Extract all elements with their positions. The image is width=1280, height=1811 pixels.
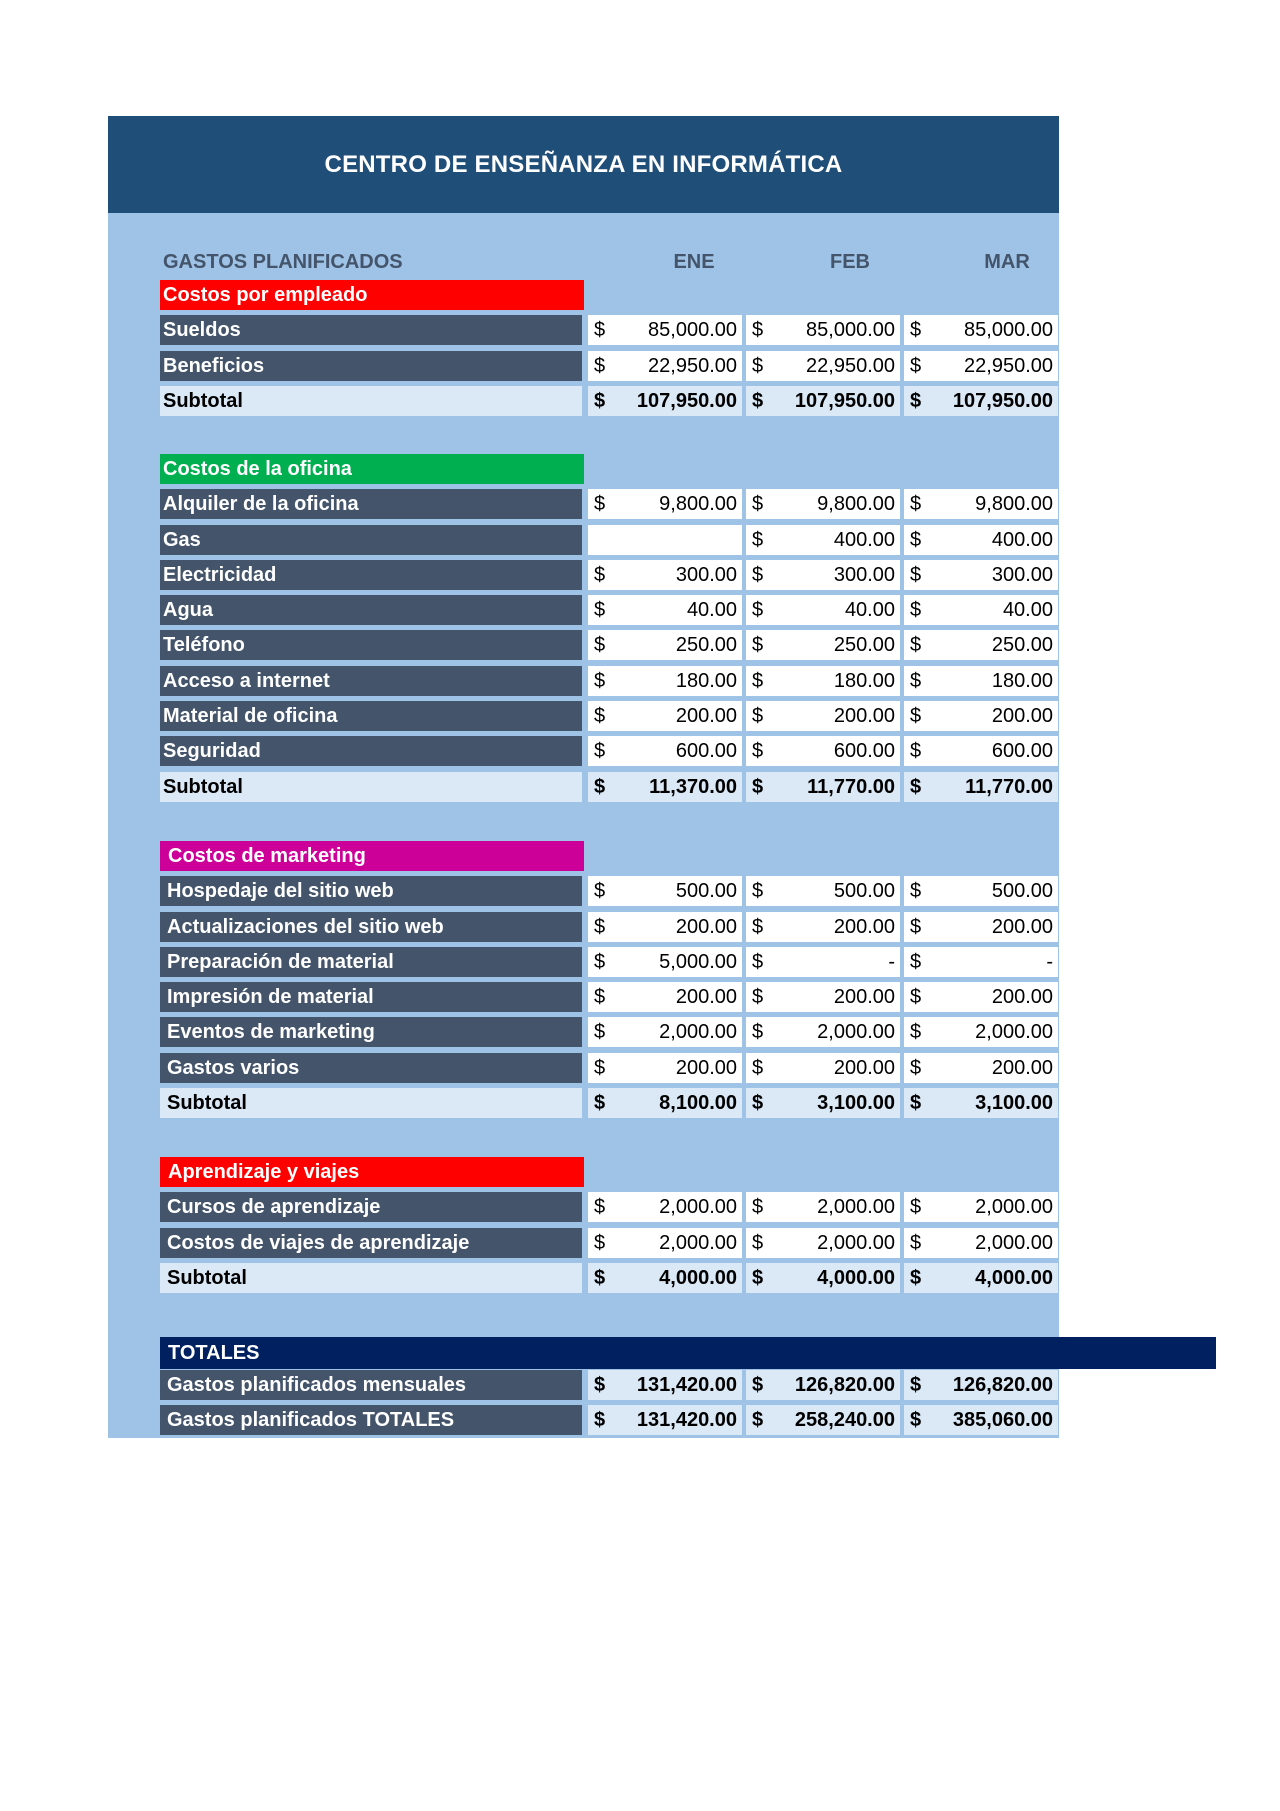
section-header[interactable]: Costos de la oficina (160, 454, 584, 484)
amount-value: 85,000.00 (964, 319, 1053, 341)
currency-symbol: $ (594, 951, 606, 973)
expense-mar-cell[interactable] (904, 876, 1058, 906)
sheet-title: CENTRO DE ENSEÑANZA EN INFORMÁTICA (108, 116, 1059, 213)
amount-value: 131,420.00 (636, 1409, 737, 1431)
expense-mar-cell[interactable] (904, 489, 1058, 519)
expense-mar-cell[interactable] (904, 1192, 1058, 1222)
currency-symbol: $ (752, 1196, 764, 1218)
amount-value: 500.00 (833, 880, 895, 902)
expense-ene-cell[interactable] (588, 525, 742, 555)
expense-mar-cell[interactable] (904, 912, 1058, 942)
month-header-mar: MAR (984, 251, 1030, 273)
amount-value: 2,000.00 (975, 1232, 1053, 1254)
subtotal-label[interactable]: Subtotal (160, 1263, 582, 1293)
expense-feb-cell[interactable] (746, 525, 900, 555)
subtotal-label[interactable]: Subtotal (160, 772, 582, 802)
total-label[interactable]: Gastos planificados TOTALES (160, 1405, 582, 1435)
expense-label[interactable]: Electricidad (160, 560, 582, 590)
amount-value: 85,000.00 (806, 319, 895, 341)
expense-feb-cell[interactable] (746, 736, 900, 766)
currency-symbol: $ (910, 355, 922, 377)
currency-symbol: $ (752, 916, 764, 938)
expense-feb-cell[interactable] (746, 489, 900, 519)
amount-value: 2,000.00 (975, 1021, 1053, 1043)
currency-symbol: $ (594, 880, 606, 902)
expense-ene-cell[interactable] (588, 1053, 742, 1083)
amount-value: - (1046, 951, 1053, 973)
expense-mar-cell[interactable] (904, 1228, 1058, 1258)
currency-symbol: $ (752, 599, 764, 621)
amount-value: 180.00 (991, 670, 1053, 692)
currency-symbol: $ (594, 1374, 606, 1396)
currency-symbol: $ (594, 1057, 606, 1079)
amount-value: 4,000.00 (817, 1267, 895, 1289)
subtotal-ene-cell[interactable] (588, 772, 742, 802)
currency-symbol: $ (594, 986, 606, 1008)
amount-value: 11,370.00 (649, 776, 737, 798)
planned-expenses-header: GASTOS PLANIFICADOS (163, 251, 403, 273)
amount-value: 9,800.00 (659, 493, 737, 515)
amount-value: 200.00 (991, 916, 1053, 938)
currency-symbol: $ (594, 1232, 606, 1254)
amount-value: 258,240.00 (794, 1409, 895, 1431)
currency-symbol: $ (752, 705, 764, 727)
expense-ene-cell[interactable] (588, 1017, 742, 1047)
amount-value: 2,000.00 (817, 1232, 895, 1254)
expense-mar-cell[interactable] (904, 1017, 1058, 1047)
expense-mar-cell[interactable] (904, 947, 1058, 977)
amount-value: 22,950.00 (964, 355, 1053, 377)
currency-symbol: $ (752, 564, 764, 586)
currency-symbol: $ (910, 670, 922, 692)
month-header-feb: FEB (830, 251, 870, 273)
amount-value: 300.00 (833, 564, 895, 586)
expense-ene-cell[interactable] (588, 666, 742, 696)
amount-value: 131,420.00 (636, 1374, 737, 1396)
currency-symbol: $ (910, 916, 922, 938)
total-mar-cell[interactable] (904, 1370, 1058, 1400)
amount-value: 126,820.00 (794, 1374, 895, 1396)
expense-ene-cell[interactable] (588, 701, 742, 731)
expense-mar-cell[interactable] (904, 630, 1058, 660)
amount-value: 4,000.00 (659, 1267, 737, 1289)
currency-symbol: $ (910, 529, 922, 551)
amount-value: 250.00 (833, 634, 895, 656)
currency-symbol: $ (752, 634, 764, 656)
amount-value: 200.00 (675, 916, 737, 938)
expense-ene-cell[interactable] (588, 736, 742, 766)
amount-value: 200.00 (833, 986, 895, 1008)
currency-symbol: $ (594, 355, 606, 377)
subtotal-feb-cell[interactable] (746, 1263, 900, 1293)
expense-feb-cell[interactable] (746, 1053, 900, 1083)
amount-value: 2,000.00 (975, 1196, 1053, 1218)
expense-ene-cell[interactable] (588, 876, 742, 906)
expense-feb-cell[interactable] (746, 595, 900, 625)
total-feb-cell[interactable] (746, 1370, 900, 1400)
amount-value: 200.00 (675, 705, 737, 727)
section-header[interactable]: Costos de marketing (160, 841, 584, 871)
expense-label[interactable]: Actualizaciones del sitio web (160, 912, 582, 942)
expense-mar-cell[interactable] (904, 595, 1058, 625)
expense-mar-cell[interactable] (904, 560, 1058, 590)
currency-symbol: $ (752, 319, 764, 341)
expense-label[interactable]: Eventos de marketing (160, 1017, 582, 1047)
amount-value: 300.00 (675, 564, 737, 586)
amount-value: 200.00 (991, 986, 1053, 1008)
currency-symbol: $ (594, 705, 606, 727)
amount-value: 40.00 (686, 599, 737, 621)
currency-symbol: $ (752, 1232, 764, 1254)
currency-symbol: $ (752, 1021, 764, 1043)
expense-ene-cell[interactable] (588, 351, 742, 381)
expense-ene-cell[interactable] (588, 912, 742, 942)
amount-value: 2,000.00 (659, 1196, 737, 1218)
subtotal-feb-cell[interactable] (746, 1088, 900, 1118)
expense-label[interactable]: Cursos de aprendizaje (160, 1192, 582, 1222)
currency-symbol: $ (910, 880, 922, 902)
currency-symbol: $ (752, 740, 764, 762)
amount-value: 3,100.00 (975, 1092, 1053, 1114)
amount-value: 107,950.00 (952, 390, 1053, 412)
currency-symbol: $ (910, 599, 922, 621)
section-header[interactable]: Aprendizaje y viajes (160, 1157, 584, 1187)
total-ene-cell[interactable] (588, 1370, 742, 1400)
expense-feb-cell[interactable] (746, 1228, 900, 1258)
expense-feb-cell[interactable] (746, 560, 900, 590)
amount-value: 200.00 (833, 705, 895, 727)
expense-label[interactable]: Gastos varios (160, 1053, 582, 1083)
expense-mar-cell[interactable] (904, 525, 1058, 555)
subtotal-feb-cell[interactable] (746, 772, 900, 802)
currency-symbol: $ (752, 390, 764, 412)
expense-feb-cell[interactable] (746, 351, 900, 381)
currency-symbol: $ (752, 1057, 764, 1079)
amount-value: 180.00 (675, 670, 737, 692)
amount-value: 22,950.00 (648, 355, 737, 377)
expense-ene-cell[interactable] (588, 560, 742, 590)
currency-symbol: $ (594, 740, 606, 762)
amount-value: 2,000.00 (817, 1196, 895, 1218)
amount-value: 3,100.00 (817, 1092, 895, 1114)
currency-symbol: $ (752, 1092, 764, 1114)
subtotal-label[interactable]: Subtotal (160, 386, 582, 416)
currency-symbol: $ (910, 634, 922, 656)
total-ene-cell[interactable] (588, 1405, 742, 1435)
expense-mar-cell[interactable] (904, 351, 1058, 381)
expense-mar-cell[interactable] (904, 982, 1058, 1012)
amount-value: 126,820.00 (952, 1374, 1053, 1396)
currency-symbol: $ (594, 670, 606, 692)
amount-value: 2,000.00 (817, 1021, 895, 1043)
amount-value: 107,950.00 (794, 390, 895, 412)
expense-ene-cell[interactable] (588, 489, 742, 519)
currency-symbol: $ (594, 599, 606, 621)
currency-symbol: $ (594, 319, 606, 341)
expense-label[interactable]: Acceso a internet (160, 666, 582, 696)
amount-value: 200.00 (675, 986, 737, 1008)
amount-value: 600.00 (675, 740, 737, 762)
total-label[interactable]: Gastos planificados mensuales (160, 1370, 582, 1400)
expense-feb-cell[interactable] (746, 315, 900, 345)
currency-symbol: $ (910, 740, 922, 762)
expense-feb-cell[interactable] (746, 876, 900, 906)
currency-symbol: $ (594, 1092, 606, 1114)
currency-symbol: $ (910, 1021, 922, 1043)
expense-feb-cell[interactable] (746, 912, 900, 942)
amount-value: 600.00 (991, 740, 1053, 762)
expense-feb-cell[interactable] (746, 1192, 900, 1222)
expense-label[interactable]: Gas (160, 525, 582, 555)
expense-label[interactable]: Alquiler de la oficina (160, 489, 582, 519)
currency-symbol: $ (910, 493, 922, 515)
currency-symbol: $ (910, 1232, 922, 1254)
expense-label[interactable]: Teléfono (160, 630, 582, 660)
currency-symbol: $ (910, 1092, 922, 1114)
currency-symbol: $ (752, 880, 764, 902)
currency-symbol: $ (594, 1196, 606, 1218)
expense-feb-cell[interactable] (746, 701, 900, 731)
expense-feb-cell[interactable] (746, 982, 900, 1012)
currency-symbol: $ (594, 1409, 606, 1431)
amount-value: 9,800.00 (817, 493, 895, 515)
currency-symbol: $ (594, 1267, 606, 1289)
expense-feb-cell[interactable] (746, 630, 900, 660)
section-header[interactable]: Costos por empleado (160, 280, 584, 310)
amount-value: 4,000.00 (975, 1267, 1053, 1289)
currency-symbol: $ (910, 1057, 922, 1079)
amount-value: 600.00 (833, 740, 895, 762)
amount-value: 5,000.00 (659, 951, 737, 973)
amount-value: 300.00 (991, 564, 1053, 586)
subtotal-mar-cell[interactable] (904, 1263, 1058, 1293)
subtotal-feb-cell[interactable] (746, 386, 900, 416)
expense-mar-cell[interactable] (904, 736, 1058, 766)
currency-symbol: $ (594, 776, 606, 798)
expense-label[interactable]: Preparación de material (160, 947, 582, 977)
expense-feb-cell[interactable] (746, 1017, 900, 1047)
currency-symbol: $ (752, 355, 764, 377)
currency-symbol: $ (910, 776, 922, 798)
total-feb-cell[interactable] (746, 1405, 900, 1435)
expense-ene-cell[interactable] (588, 630, 742, 660)
amount-value: 400.00 (833, 529, 895, 551)
amount-value: 500.00 (991, 880, 1053, 902)
currency-symbol: $ (910, 986, 922, 1008)
currency-symbol: $ (910, 1374, 922, 1396)
expense-feb-cell[interactable] (746, 947, 900, 977)
currency-symbol: $ (752, 776, 764, 798)
currency-symbol: $ (752, 951, 764, 973)
currency-symbol: $ (752, 670, 764, 692)
expense-mar-cell[interactable] (904, 701, 1058, 731)
amount-value: 8,100.00 (659, 1092, 737, 1114)
expense-ene-cell[interactable] (588, 315, 742, 345)
currency-symbol: $ (910, 951, 922, 973)
expense-mar-cell[interactable] (904, 1053, 1058, 1083)
amount-value: 107,950.00 (636, 390, 737, 412)
expense-ene-cell[interactable] (588, 982, 742, 1012)
amount-value: - (888, 951, 895, 973)
subtotal-ene-cell[interactable] (588, 1263, 742, 1293)
expense-label[interactable]: Sueldos (160, 315, 582, 345)
currency-symbol: $ (594, 493, 606, 515)
subtotal-mar-cell[interactable] (904, 386, 1058, 416)
currency-symbol: $ (752, 1267, 764, 1289)
amount-value: 22,950.00 (806, 355, 895, 377)
total-mar-cell[interactable] (904, 1405, 1058, 1435)
currency-symbol: $ (910, 1409, 922, 1431)
expense-mar-cell[interactable] (904, 666, 1058, 696)
currency-symbol: $ (594, 1021, 606, 1043)
currency-symbol: $ (910, 1196, 922, 1218)
amount-value: 200.00 (675, 1057, 737, 1079)
expense-label[interactable]: Seguridad (160, 736, 582, 766)
amount-value: 500.00 (675, 880, 737, 902)
subtotal-mar-cell[interactable] (904, 1088, 1058, 1118)
currency-symbol: $ (910, 564, 922, 586)
currency-symbol: $ (910, 390, 922, 412)
amount-value: 180.00 (833, 670, 895, 692)
currency-symbol: $ (752, 1409, 764, 1431)
currency-symbol: $ (594, 390, 606, 412)
currency-symbol: $ (752, 1374, 764, 1396)
subtotal-ene-cell[interactable] (588, 1088, 742, 1118)
expense-label[interactable]: Hospedaje del sitio web (160, 876, 582, 906)
amount-value: 40.00 (844, 599, 895, 621)
subtotal-label[interactable]: Subtotal (160, 1088, 582, 1118)
expense-mar-cell[interactable] (904, 315, 1058, 345)
currency-symbol: $ (594, 916, 606, 938)
amount-value: 40.00 (1002, 599, 1053, 621)
expense-ene-cell[interactable] (588, 1192, 742, 1222)
expense-label[interactable]: Costos de viajes de aprendizaje (160, 1228, 582, 1258)
currency-symbol: $ (752, 986, 764, 1008)
amount-value: 250.00 (675, 634, 737, 656)
currency-symbol: $ (910, 1267, 922, 1289)
amount-value: 11,770.00 (965, 776, 1053, 798)
amount-value: 200.00 (991, 705, 1053, 727)
amount-value: 9,800.00 (975, 493, 1053, 515)
amount-value: 200.00 (991, 1057, 1053, 1079)
expense-ene-cell[interactable] (588, 1228, 742, 1258)
expense-label[interactable]: Impresión de material (160, 982, 582, 1012)
currency-symbol: $ (752, 529, 764, 551)
currency-symbol: $ (594, 564, 606, 586)
totals-header: TOTALES (160, 1337, 1216, 1369)
currency-symbol: $ (910, 705, 922, 727)
expense-ene-cell[interactable] (588, 947, 742, 977)
expense-label[interactable]: Agua (160, 595, 582, 625)
amount-value: 200.00 (833, 1057, 895, 1079)
amount-value: 385,060.00 (952, 1409, 1053, 1431)
amount-value: 2,000.00 (659, 1021, 737, 1043)
subtotal-ene-cell[interactable] (588, 386, 742, 416)
subtotal-mar-cell[interactable] (904, 772, 1058, 802)
amount-value: 250.00 (991, 634, 1053, 656)
currency-symbol: $ (752, 493, 764, 515)
month-header-ene: ENE (673, 251, 715, 273)
amount-value: 11,770.00 (807, 776, 895, 798)
amount-value: 85,000.00 (648, 319, 737, 341)
amount-value: 200.00 (833, 916, 895, 938)
amount-value: 2,000.00 (659, 1232, 737, 1254)
expense-ene-cell[interactable] (588, 595, 742, 625)
currency-symbol: $ (910, 319, 922, 341)
expense-label[interactable]: Material de oficina (160, 701, 582, 731)
expense-label[interactable]: Beneficios (160, 351, 582, 381)
expense-feb-cell[interactable] (746, 666, 900, 696)
amount-value: 400.00 (991, 529, 1053, 551)
currency-symbol: $ (594, 634, 606, 656)
